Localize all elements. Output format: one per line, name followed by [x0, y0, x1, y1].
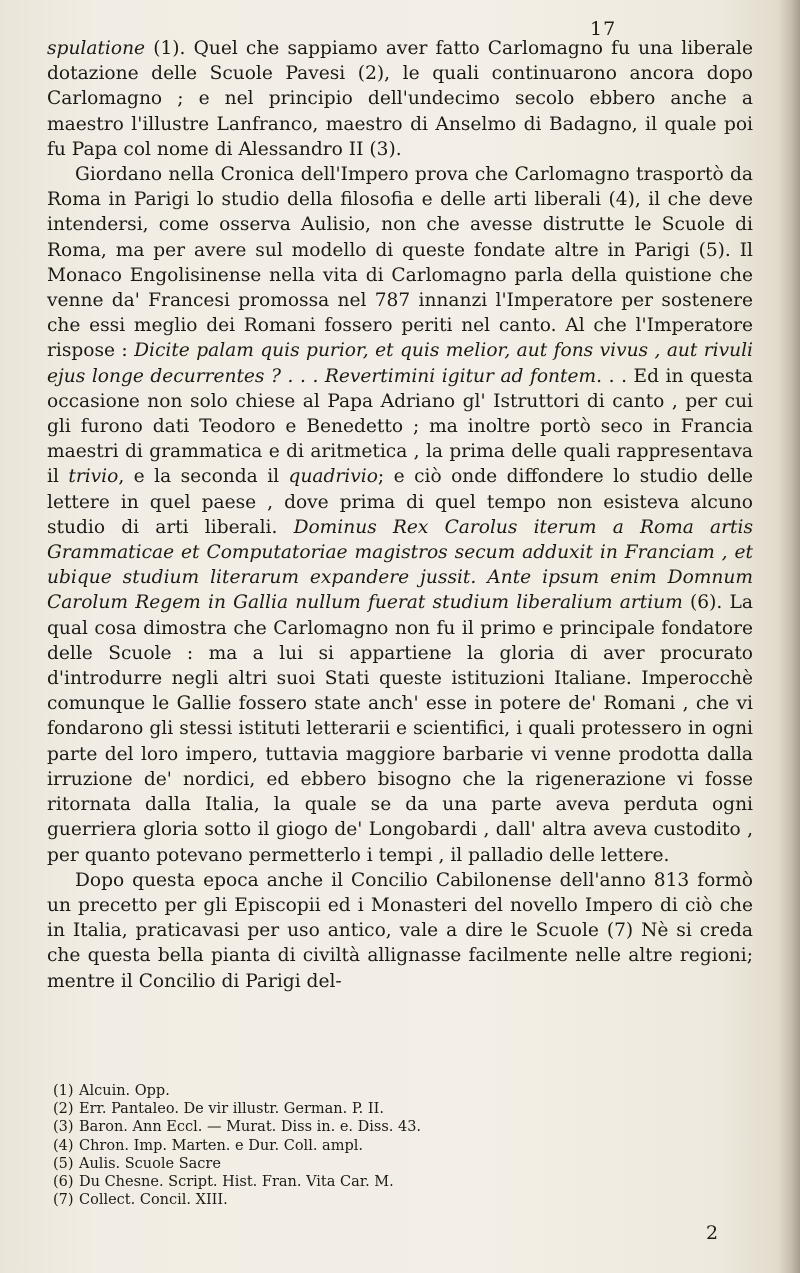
footnote-mark: (4) [53, 1137, 74, 1154]
italic-text-run: Dominus Rex Carolus iterum a Roma artis Grammaticae et Computatoriae magistros secum adduxit in Franciam , et ubique studium literarum expandere jussit. Ante ipsum enim Domnum Carolum Regem in Gallia nullum fuerat studium liberalium artium [47, 516, 753, 614]
text-run: Dopo questa epoca anche il Concilio Cabilonense dell'anno 813 formò un precetto per gli Episcopii ed i Monasteri del novello Impero di ciò che in Italia, praticavasi per uso antico, vale a dire le Scuole (7) Nè si creda che questa bella pianta di civiltà allignasse facilmente nelle altre regioni; mentre il Concilio di Parigi del- [47, 869, 753, 992]
signature-mark: 2 [706, 1222, 719, 1244]
footnote [53, 1155, 743, 1173]
footnote-mark: (6) [53, 1174, 74, 1191]
paragraph [47, 36, 753, 162]
footnote-mark: (5) [53, 1155, 74, 1172]
page-number: 17 [590, 18, 617, 40]
text-run: , e la seconda il [118, 466, 289, 488]
italic-text-run: quadrivio [288, 466, 378, 488]
footnote [53, 1191, 743, 1209]
paragraph [47, 162, 753, 868]
footnotes [53, 1082, 743, 1209]
main-text [47, 36, 753, 994]
footnote [53, 1118, 743, 1136]
text-run: (1). Quel che sappiamo aver fatto Carlomagno fu una liberale dotazione delle Scuole Pavesi (2), le quali continuarono ancora dopo Carlomagno ; e nel principio dell'undecimo secolo ebbero anche a maestro l'illustre Lanfranco, maestro di Anselmo di Badagno, il quale poi fu Papa col nome di Alessandro II (3). [47, 38, 753, 160]
footnote-mark: (3) [53, 1119, 74, 1136]
footnote-text: Chron. Imp. Marten. e Dur. Coll. ampl. [79, 1137, 363, 1154]
footnote [53, 1173, 743, 1191]
footnote-mark: (7) [53, 1192, 74, 1209]
footnote-text: Du Chesne. Script. Hist. Fran. Vita Car. M. [79, 1174, 394, 1191]
footnote [53, 1082, 743, 1100]
text-run: ; e ciò onde diffondere lo studio delle lettere in quel paese , dove prima di quel tempo non esisteva alcuno studio di arti liberali. [47, 466, 753, 538]
italic-text-run: spulatione [47, 38, 146, 59]
footnote-text: Err. Pantaleo. De vir illustr. German. P. II. [79, 1101, 384, 1118]
page-edge-shadow [778, 0, 800, 1273]
footnote-text: Baron. Ann Eccl. — Murat. Diss in. e. Diss. 43. [79, 1119, 422, 1136]
footnote-text: Aulis. Scuole Sacre [79, 1155, 221, 1172]
footnote-mark: (2) [53, 1101, 74, 1118]
italic-text-run: trivio [68, 466, 119, 488]
paragraph [47, 868, 753, 994]
footnote [53, 1100, 743, 1118]
text-run: . . . Ed in questa occasione non solo chiese al Papa Adriano gl' Istruttori di canto , per cui gli furono dati Teodoro e Benedetto ; ma inoltre portò seco in Francia maestri di grammatica e di aritmetica , la prima delle quali rappresentava il [47, 365, 754, 488]
italic-text-run: Dicite palam quis purior, et quis melior, aut fons vivus , aut rivuli ejus longe decurrentes ? . . . Revertimini igitur ad fontem [47, 340, 753, 387]
text-run: (6). La qual cosa dimostra che Carlomagno non fu il primo e principale fondatore delle Scuole : ma a lui si appartiene la gloria di aver procurato d'introdurre negli altri suoi Stati queste istituzioni Italiane. Imperocchè comunque le Gallie fossero state anch' esse in potere de' Romani , che vi fondarono gli stessi istituti letterarii e scientifici, i quali protessero in ogni parte del loro impero, tuttavia maggiore barbarie vi venne prodotta dalla irruzione de' nordici, ed ebbero bisogno che la rigenerazione vi fosse ritornata dalla Italia, la quale se da una parte aveva perduta ogni guerriera gloria sotto il giogo de' Longobardi , dall' altra aveva custodito , per quanto potevano permetterlo i tempi , il palladio delle lettere. [47, 592, 753, 866]
text-run: Giordano nella Cronica dell'Impero prova che Carlomagno trasportò da Roma in Parigi lo studio della filosofia e delle arti liberali (4), il che deve intendersi, come osserva Aulisio, non che avesse distrutte le Scuole di Roma, ma per avere sul modello di queste fondate altre in Parigi (5). Il Monaco Engolisinense nella vita di Carlomagno parla della quistione che venne da' Francesi promossa nel 787 innanzi l'Imperatore per sostenere che essi meglio dei Romani fossero periti nel canto. Al che l'Imperatore rispose : [47, 164, 753, 362]
footnote-mark: (1) [53, 1083, 74, 1099]
footnote [53, 1137, 743, 1155]
footnote-text: Alcuin. Opp. [79, 1083, 170, 1099]
footnote-text: Collect. Concil. XIII. [79, 1192, 228, 1209]
